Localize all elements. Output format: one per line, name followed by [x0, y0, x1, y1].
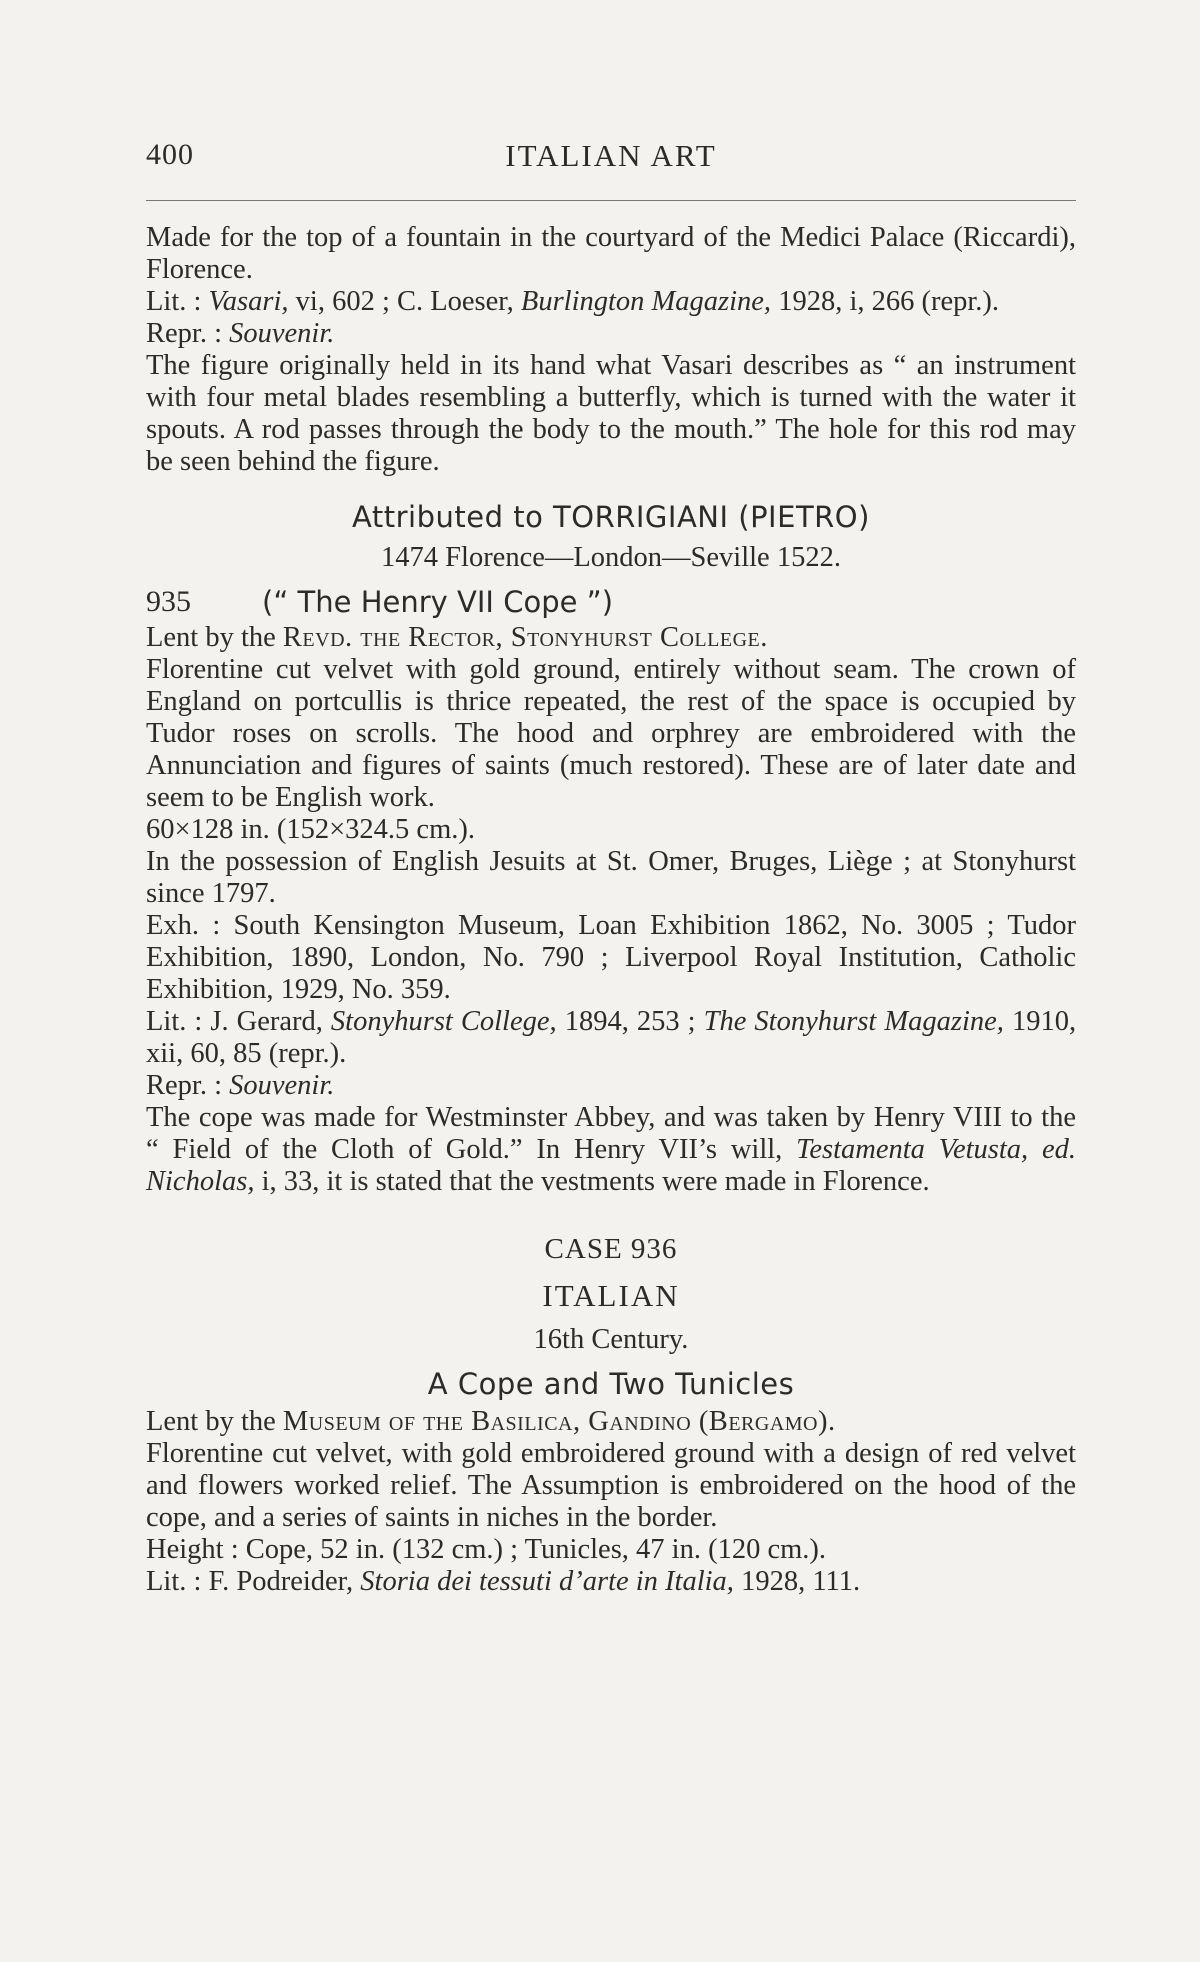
case-936-lender — [146, 1406, 1076, 1438]
height-value: Cope, 52 in. (132 cm.) ; Tunicles, 47 in. (120 cm.). — [245, 1534, 827, 1565]
case-936-literature — [146, 1566, 1076, 1598]
case-title: A Cope and Two Tunicles — [427, 1367, 795, 1401]
lender-name: Revd. the Rector, Stonyhurst College. — [282, 622, 768, 653]
lit-ref1: 1894, 253 ; — [564, 1006, 696, 1037]
attribution-heading: Attributed to TORRIGIANI (PIETRO) — [352, 500, 870, 534]
lit-vasari: Vasari, — [208, 286, 289, 317]
entry-935-literature — [146, 1006, 1076, 1070]
header-rule — [146, 200, 1076, 201]
lit-author: F. Podreider, — [208, 1566, 354, 1597]
note-a: The cope was made for Westminster Abbey, and was taken by Henry VIII to the “ Field of the Cloth of Gold.” In Henry VII’s will, — [146, 1102, 1076, 1165]
lender-name: Museum of the Basilica, Gandino (Bergamo). — [282, 1406, 836, 1437]
lit-gerard: J. Gerard, — [210, 1006, 323, 1037]
lit-burlington: Burlington Magazine, — [520, 286, 772, 317]
exh-value: South Kensington Museum, Loan Exhibition 1862, No. 3005 ; Tudor Exhibition, 1890, London, No. 790 ; Liverpool Royal Institution, Catholic Exhibition, 1929, No. 359. — [146, 910, 1077, 1005]
lent-prefix: Lent by the — [146, 1406, 276, 1437]
lit-ref2: 1910, xii, 60, 85 (repr.). — [146, 1006, 1077, 1069]
intro-reproduction — [146, 318, 1076, 350]
lit-ref: 1928, 111. — [741, 1566, 861, 1597]
lit-stonyhurst-magazine: The Stonyhurst Magazine, — [703, 1006, 1004, 1037]
intro-literature — [146, 286, 1076, 318]
lit-label: Lit. : — [146, 1566, 202, 1597]
lit-stonyhurst-college: Stonyhurst College, — [330, 1006, 557, 1037]
note-b: Testamenta Vetusta, ed. Nicholas, — [146, 1134, 1077, 1197]
case-936-height — [146, 1534, 1076, 1566]
running-title: ITALIAN ART — [505, 138, 717, 173]
entry-935-note — [146, 1102, 1076, 1198]
attribution-dates: 1474 Florence—London—Seville 1522. — [381, 542, 841, 573]
case-label: CASE 936 — [544, 1233, 678, 1265]
repr-label: Repr. : — [146, 318, 222, 349]
entry-935-provenance: In the possession of English Jesuits at St. Omer, Bruges, Liège ; at Stonyhurst since 1797. — [146, 846, 1076, 909]
intro-paragraph: Made for the top of a fountain in the courtyard of the Medici Palace (Riccardi), Florence. — [146, 222, 1076, 285]
lit-label: Lit. : — [146, 286, 202, 317]
exh-label: Exh. : — [146, 910, 221, 941]
case-936-description: Florentine cut velvet, with gold embroidered ground with a design of red velvet and flowers worked relief. The Assumption is embroidered on the hood of the cope, and a series of saints in niches in the border. — [146, 1438, 1076, 1533]
lit-title: Storia dei tessuti d’arte in Italia, — [360, 1566, 734, 1597]
case-century: 16th Century. — [533, 1324, 689, 1355]
repr-value: Souvenir. — [229, 1070, 335, 1101]
entry-935-dimensions: 60×128 in. (152×324.5 cm.). — [146, 814, 475, 845]
entry-number: 935 — [146, 585, 191, 618]
entry-935-exhibitions — [146, 910, 1076, 1006]
entry-935-lender — [146, 622, 1076, 654]
page-number: 400 — [146, 138, 194, 171]
height-label: Height : — [146, 1534, 239, 1565]
intro-note: The figure originally held in its hand what Vasari describes as “ an instrument with four metal blades resembling a butterfly, which is turned with the water it spouts. A rod passes through the body to the mouth.” The hole for this rod may be seen behind the figure. — [146, 350, 1076, 477]
case-heading: ITALIAN — [542, 1278, 680, 1313]
lit-burlington-ref: 1928, i, 266 (repr.). — [778, 286, 1000, 317]
lit-label: Lit. : — [146, 1006, 203, 1037]
entry-935-header — [146, 582, 1076, 622]
entry-title: (“ The Henry VII Cope ”) — [262, 585, 614, 619]
page-header — [146, 138, 1076, 182]
page-body — [146, 222, 1076, 1598]
lit-vasari-ref: vi, 602 ; C. Loeser, — [295, 286, 514, 317]
lent-prefix: Lent by the — [146, 622, 276, 653]
repr-label: Repr. : — [146, 1070, 222, 1101]
note-c: i, 33, it is stated that the vestments were made in Florence. — [261, 1166, 930, 1197]
entry-935-reproduction — [146, 1070, 1076, 1102]
entry-935-description: Florentine cut velvet with gold ground, entirely without seam. The crown of England on portcullis is thrice repeated, the rest of the space is occupied by Tudor roses on scrolls. The hood and orphrey are embroidered with the Annunciation and figures of saints (much restored). These are of later date and seem to be English work. — [146, 654, 1076, 813]
repr-value: Souvenir. — [229, 318, 335, 349]
